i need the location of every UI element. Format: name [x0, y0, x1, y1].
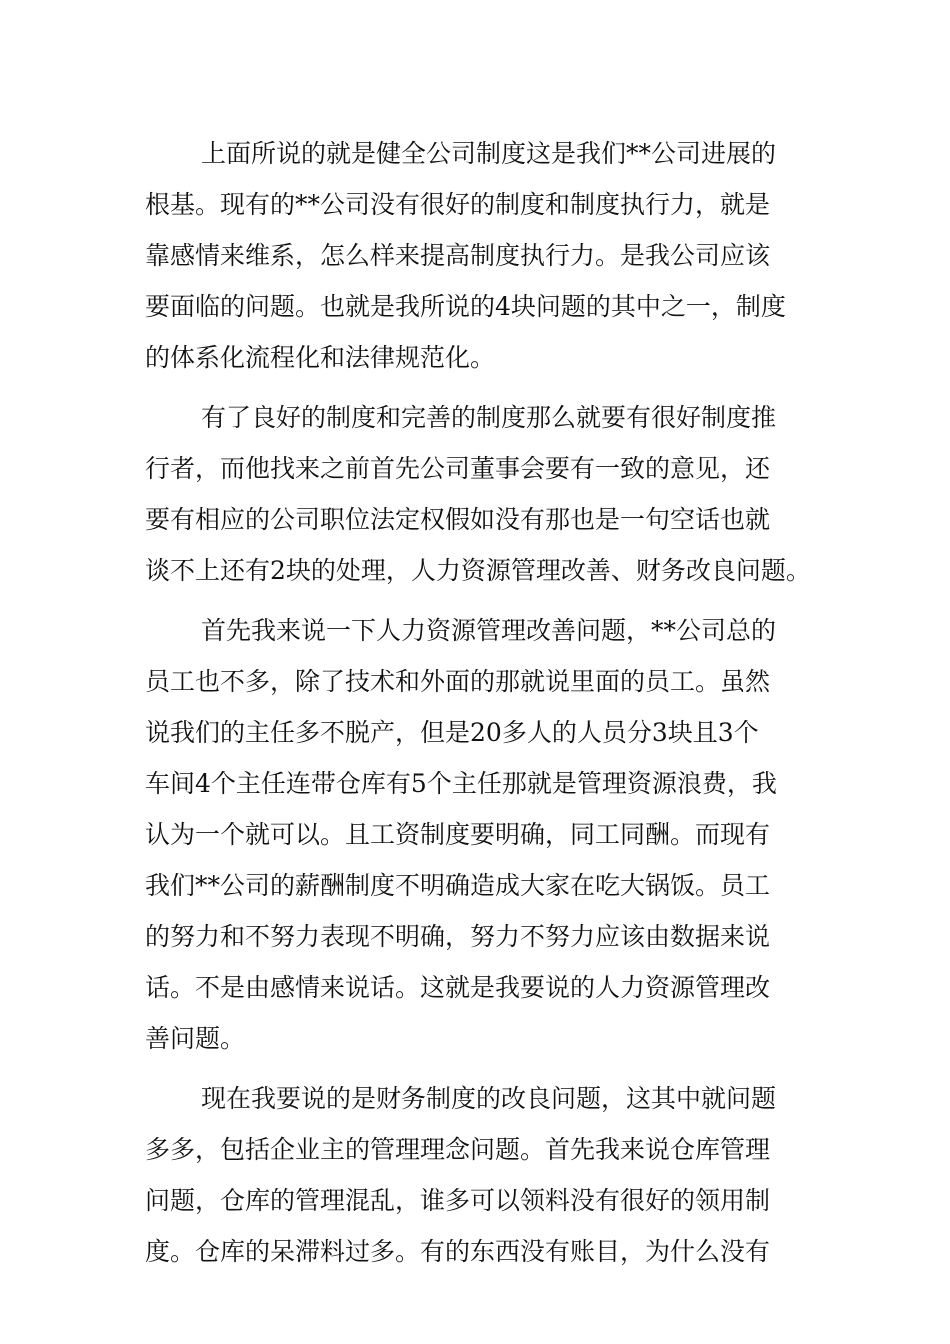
text-line: 善问题。 — [145, 1024, 246, 1053]
text-line: 靠感情来维系，怎么样来提高制度执行力。是我公司应该 — [145, 241, 771, 270]
paragraph-company-system — [145, 128, 815, 383]
text-line: 我们**公司的薪酬制度不明确造成大家在吃大锅饭。员工 — [145, 871, 771, 900]
text-line: 的体系化流程化和法律规范化。 — [145, 343, 496, 372]
paragraph-finance-system — [145, 1073, 815, 1277]
text-line: 员工也不多，除了技术和外面的那就说里面的员工。虽然 — [145, 667, 771, 696]
paragraph-system-executor — [145, 392, 815, 596]
text-line: 有了良好的制度和完善的制度那么就要有很好制度推 — [201, 403, 777, 432]
document-body — [145, 128, 815, 1286]
text-line: 多多，包括企业主的管理理念问题。首先我来说仓库管理 — [145, 1135, 771, 1164]
text-line: 车间4个主任连带仓库有5个主任那就是管理资源浪费，我 — [145, 769, 777, 798]
text-line: 行者，而他找来之前首先公司董事会要有一致的意见，还 — [145, 454, 771, 483]
text-line: 度。仓库的呆滞料过多。有的东西没有账目，为什么没有 — [145, 1237, 771, 1266]
text-line: 要面临的问题。也就是我所说的4块问题的其中之一，制度 — [145, 292, 786, 321]
text-line: 谈不上还有2块的处理，人力资源管理改善、财务改良问题。 — [145, 556, 811, 585]
text-line: 说我们的主任多不脱产，但是20多人的人员分3块且3个 — [145, 718, 759, 747]
text-line: 话。不是由感情来说话。这就是我要说的人力资源管理改 — [145, 973, 771, 1002]
text-line: 的努力和不努力表现不明确，努力不努力应该由数据来说 — [145, 922, 771, 951]
text-line: 认为一个就可以。且工资制度要明确，同工同酬。而现有 — [145, 820, 771, 849]
paragraph-hr-management — [145, 605, 815, 1064]
text-line: 要有相应的公司职位法定权假如没有那也是一句空话也就 — [145, 505, 771, 534]
text-line: 根基。现有的**公司没有很好的制度和制度执行力，就是 — [145, 190, 771, 219]
text-line: 首先我来说一下人力资源管理改善问题，**公司总的 — [201, 616, 777, 645]
text-line: 现在我要说的是财务制度的改良问题，这其中就问题 — [201, 1084, 777, 1113]
text-line: 问题，仓库的管理混乱，谁多可以领料没有很好的领用制 — [145, 1186, 771, 1215]
text-line: 上面所说的就是健全公司制度这是我们**公司进展的 — [201, 139, 777, 168]
